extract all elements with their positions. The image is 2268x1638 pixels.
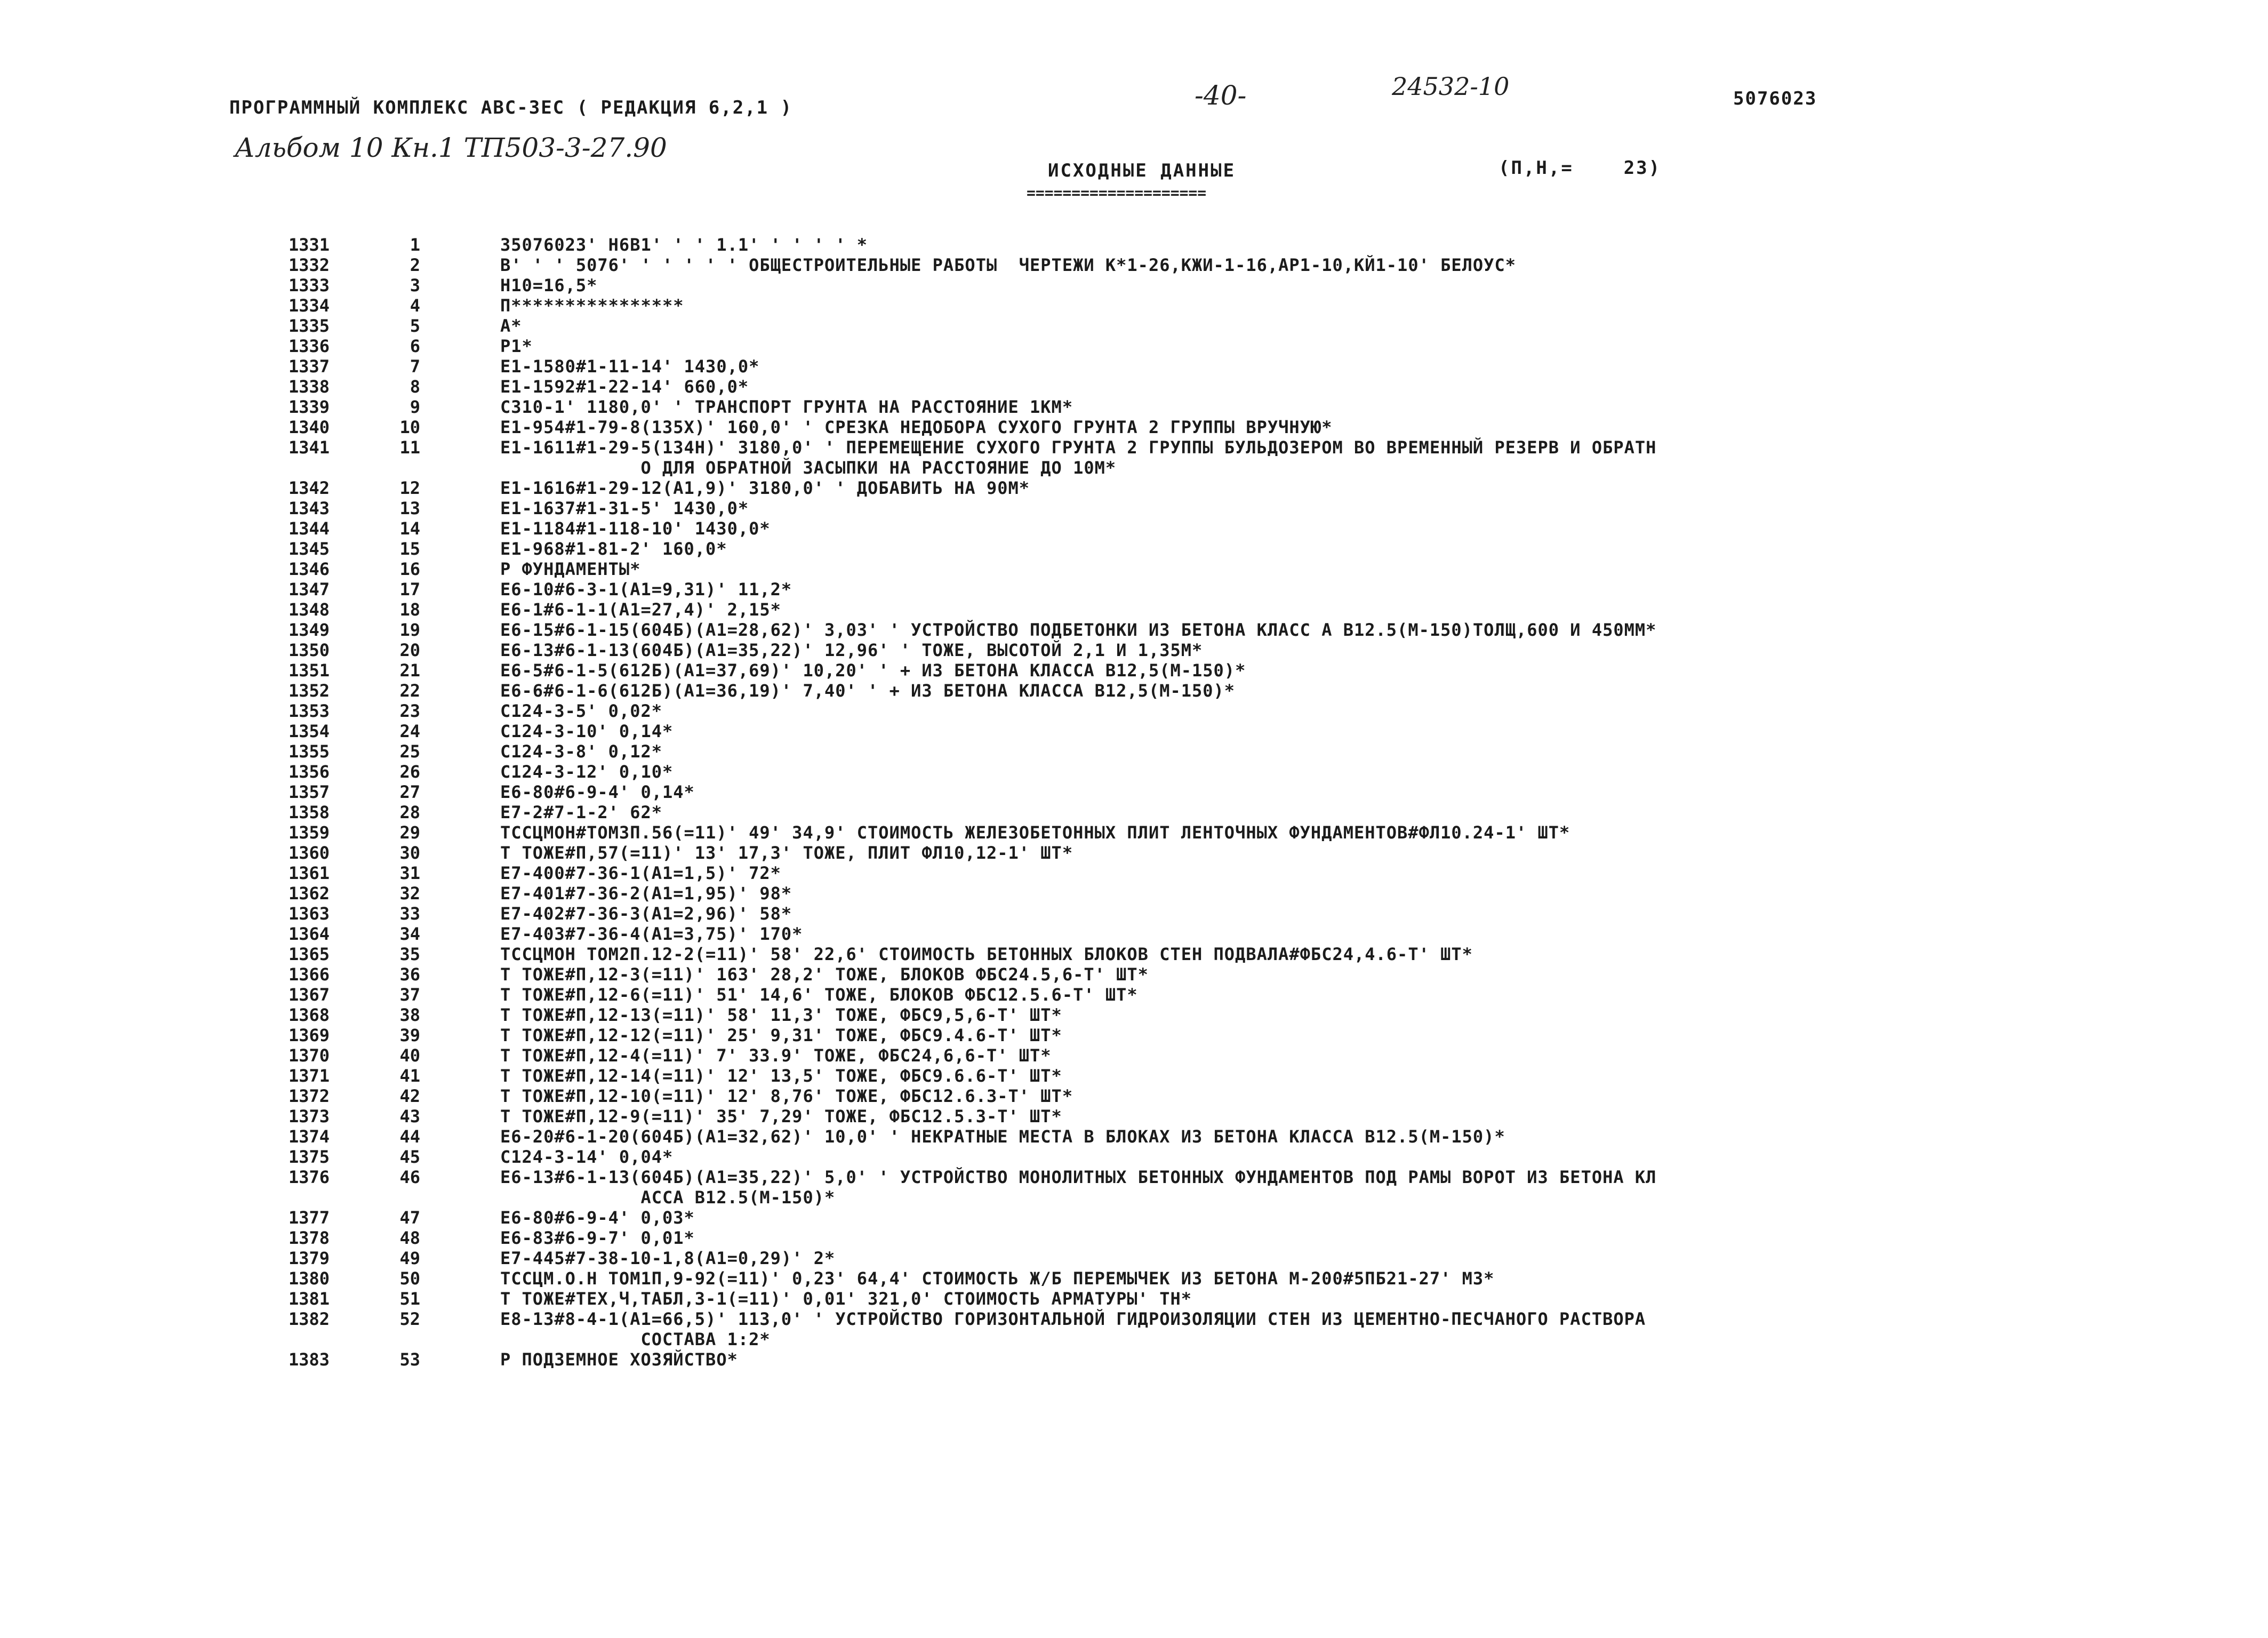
record-text-line: С124-3-8' 0,12*	[500, 741, 662, 762]
record-text-line: Е6-13#6-1-13(604Б)(А1=35,22)' 12,96' ' ТОЖЕ, ВЫСОТОЙ 2,1 И 1,35М*	[500, 640, 1203, 660]
continuation-indent	[500, 1187, 640, 1208]
line-number: 1367	[288, 985, 330, 1005]
line-number: 1347	[288, 579, 330, 600]
record-index: 14	[399, 518, 420, 539]
record-index: 18	[399, 600, 420, 620]
record-text-line: С124-3-10' 0,14*	[500, 721, 674, 741]
record-text-line: ТССЦМОН#ТОМ3П.56(=11)' 49' 34,9' СТОИМОСТЬ ЖЕЛЕЗОБЕТОННЫХ ПЛИТ ЛЕНТОЧНЫХ ФУНДАМЕНТОВ#ФЛ10.24-1' ШТ*	[500, 822, 1570, 843]
line-number: 1366	[288, 964, 330, 985]
record-text	[500, 255, 2196, 275]
line-number: 1365	[288, 944, 330, 964]
record-index: 38	[399, 1005, 420, 1025]
record-text	[500, 1167, 2196, 1208]
record-text-line: Е7-445#7-38-10-1,8(А1=0,29)' 2*	[500, 1248, 836, 1268]
data-row	[250, 620, 2223, 640]
record-text-line: Е6-80#6-9-4' 0,03*	[500, 1208, 695, 1228]
record-index: 9	[410, 397, 420, 417]
record-index: 40	[399, 1045, 420, 1066]
record-text-line: Т ТОЖЕ#П,12-6(=11)' 51' 14,6' ТОЖЕ, БЛОКОВ ФБС12.5.6-Т' ШТ*	[500, 985, 1138, 1005]
record-text	[500, 782, 2196, 802]
data-row	[250, 417, 2223, 437]
record-index: 45	[399, 1147, 420, 1167]
record-index: 20	[399, 640, 420, 660]
record-text	[500, 478, 2196, 498]
record-text	[500, 579, 2196, 600]
record-text-line: Е1-1611#1-29-5(134Н)' 3180,0' ' ПЕРЕМЕЩЕНИЕ СУХОГО ГРУНТА 2 ГРУППЫ БУЛЬДОЗЕРОМ ВО ВРЕМЕННЫЙ РЕЗЕРВ И ОБРАТН	[500, 437, 1657, 458]
data-row	[250, 1147, 2223, 1167]
data-row	[250, 397, 2223, 417]
line-number: 1383	[288, 1349, 330, 1370]
record-index: 15	[399, 539, 420, 559]
record-index: 17	[399, 579, 420, 600]
line-number: 1361	[288, 863, 330, 883]
data-row	[250, 437, 2223, 478]
section-title: ИСХОДНЫЕ ДАННЫЕ	[1048, 160, 1236, 181]
line-number: 1350	[288, 640, 330, 660]
record-text	[500, 1126, 2196, 1147]
record-text-continuation: АССА В12.5(М-150)*	[640, 1187, 836, 1208]
data-row	[250, 802, 2223, 822]
line-number: 1337	[288, 356, 330, 377]
record-text-line: Е1-968#1-81-2' 160,0*	[500, 539, 727, 559]
record-text-line: Е6-6#6-1-6(612Б)(А1=36,19)' 7,40' ' + ИЗ БЕТОНА КЛАССА В12,5(М-150)*	[500, 681, 1236, 701]
record-index: 6	[410, 336, 420, 356]
line-number: 1362	[288, 883, 330, 904]
record-text	[500, 397, 2196, 417]
record-text-line: Е1-1592#1-22-14' 660,0*	[500, 377, 749, 397]
record-text-line: Р1*	[500, 336, 533, 356]
line-number: 1356	[288, 762, 330, 782]
program-header: ПРОГРАММНЫЙ КОМПЛЕКС АВС-ЗЕС ( РЕДАКЦИЯ 6,2,1 )	[229, 97, 793, 118]
line-number: 1342	[288, 478, 330, 498]
line-number: 1369	[288, 1025, 330, 1045]
album-note: Альбом 10 Кн.1 ТП503-3-27.90	[235, 132, 667, 163]
data-row	[250, 498, 2223, 518]
handwritten-code: 24532-10	[1392, 72, 1510, 101]
line-number: 1375	[288, 1147, 330, 1167]
record-text	[500, 1025, 2196, 1045]
data-row	[250, 985, 2223, 1005]
record-index: 37	[399, 985, 420, 1005]
line-number: 1338	[288, 377, 330, 397]
record-text-line: Р ПОДЗЕМНОЕ ХОЗЯЙСТВО*	[500, 1349, 738, 1370]
record-text-line: С124-3-12' 0,10*	[500, 762, 674, 782]
line-number: 1351	[288, 660, 330, 681]
record-index: 1	[410, 235, 420, 255]
record-text-line: Е6-15#6-1-15(604Б)(А1=28,62)' 3,03' ' УСТРОЙСТВО ПОДБЕТОНКИ ИЗ БЕТОНА КЛАСС А В12.5(М-150)ТОЛЩ,600 И 450ММ*	[500, 620, 1657, 640]
continuation-indent	[500, 458, 640, 478]
record-text-line: Е6-10#6-3-1(А1=9,31)' 11,2*	[500, 579, 792, 600]
record-index: 29	[399, 822, 420, 843]
section-params: (П,Н,= 23)	[1498, 157, 1662, 179]
data-row	[250, 1126, 2223, 1147]
line-number: 1377	[288, 1208, 330, 1228]
record-text	[500, 1066, 2196, 1086]
line-number: 1343	[288, 498, 330, 518]
data-row	[250, 356, 2223, 377]
record-text	[500, 1086, 2196, 1106]
record-text-line: Т ТОЖЕ#П,57(=11)' 13' 17,3' ТОЖЕ, ПЛИТ ФЛ10,12-1' ШТ*	[500, 843, 1073, 863]
record-text-line: Е6-5#6-1-5(612Б)(А1=37,69)' 10,20' ' + ИЗ БЕТОНА КЛАССА В12,5(М-150)*	[500, 660, 1246, 681]
data-row	[250, 1289, 2223, 1309]
data-row	[250, 316, 2223, 336]
line-number: 1380	[288, 1268, 330, 1289]
record-text-line: 35076023' Н6В1' ' ' 1.1' ' ' ' ' *	[500, 235, 868, 255]
line-number: 1349	[288, 620, 330, 640]
data-row	[250, 681, 2223, 701]
record-text-line: Е7-2#7-1-2' 62*	[500, 802, 662, 822]
line-number: 1364	[288, 924, 330, 944]
record-text-line: ТССЦМОН ТОМ2П.12-2(=11)' 58' 22,6' СТОИМОСТЬ БЕТОННЫХ БЛОКОВ СТЕН ПОДВАЛА#ФБС24,4.6-Т' ШТ*	[500, 944, 1473, 964]
record-text	[500, 620, 2196, 640]
line-number: 1354	[288, 721, 330, 741]
continuation-indent	[500, 1329, 640, 1349]
record-index: 31	[399, 863, 420, 883]
data-row	[250, 721, 2223, 741]
line-number: 1345	[288, 539, 330, 559]
record-text	[500, 701, 2196, 721]
record-text-line: Е1-954#1-79-8(135Х)' 160,0' ' СРЕЗКА НЕДОБОРА СУХОГО ГРУНТА 2 ГРУППЫ ВРУЧНУЮ*	[500, 417, 1333, 437]
record-text	[500, 417, 2196, 437]
record-text	[500, 1349, 2196, 1370]
record-index: 28	[399, 802, 420, 822]
record-text	[500, 437, 2196, 478]
record-text-line: Т ТОЖЕ#П,12-9(=11)' 35' 7,29' ТОЖЕ, ФБС12.5.3-Т' ШТ*	[500, 1106, 1062, 1126]
record-index: 24	[399, 721, 420, 741]
record-text-line: С124-3-5' 0,02*	[500, 701, 662, 721]
data-row	[250, 1268, 2223, 1289]
line-number: 1382	[288, 1309, 330, 1329]
record-index: 33	[399, 904, 420, 924]
record-text	[500, 1268, 2196, 1289]
record-index: 51	[399, 1289, 420, 1309]
record-text	[500, 1005, 2196, 1025]
record-text	[500, 336, 2196, 356]
record-text	[500, 1309, 2196, 1349]
document-number: 5076023	[1733, 88, 1817, 109]
line-number: 1359	[288, 822, 330, 843]
record-index: 44	[399, 1126, 420, 1147]
line-number: 1381	[288, 1289, 330, 1309]
record-text-line: Е7-401#7-36-2(А1=1,95)' 98*	[500, 883, 792, 904]
record-text	[500, 1289, 2196, 1309]
record-text-line: Е7-402#7-36-3(А1=2,96)' 58*	[500, 904, 792, 924]
line-number: 1333	[288, 275, 330, 295]
record-index: 32	[399, 883, 420, 904]
data-row	[250, 336, 2223, 356]
record-text-line: Р ФУНДАМЕНТЫ*	[500, 559, 641, 579]
data-row	[250, 1086, 2223, 1106]
record-text	[500, 863, 2196, 883]
data-row	[250, 1309, 2223, 1349]
record-text	[500, 802, 2196, 822]
record-text-line: Н10=16,5*	[500, 275, 598, 295]
data-row	[250, 1208, 2223, 1228]
record-index: 21	[399, 660, 420, 681]
line-number: 1378	[288, 1228, 330, 1248]
line-number: 1344	[288, 518, 330, 539]
data-row	[250, 255, 2223, 275]
record-index: 42	[399, 1086, 420, 1106]
record-text-continuation: О ДЛЯ ОБРАТНОЙ ЗАСЫПКИ НА РАССТОЯНИЕ ДО 10М*	[640, 458, 1117, 478]
data-row	[250, 1228, 2223, 1248]
record-text-line: Е1-1184#1-118-10' 1430,0*	[500, 518, 771, 539]
data-row	[250, 1248, 2223, 1268]
data-row	[250, 701, 2223, 721]
line-number: 1341	[288, 437, 330, 458]
record-text	[500, 741, 2196, 762]
record-text-line: А*	[500, 316, 522, 336]
data-row	[250, 579, 2223, 600]
data-row	[250, 600, 2223, 620]
line-number: 1335	[288, 316, 330, 336]
record-index: 26	[399, 762, 420, 782]
record-index: 2	[410, 255, 420, 275]
record-text-line: Е8-13#8-4-1(А1=66,5)' 113,0' ' УСТРОЙСТВО ГОРИЗОНТАЛЬНОЙ ГИДРОИЗОЛЯЦИИ СТЕН ИЗ ЦЕМЕНТНО-ПЕСЧАНОГО РАСТВОРА	[500, 1309, 1646, 1329]
record-text	[500, 640, 2196, 660]
line-number: 1357	[288, 782, 330, 802]
line-number: 1332	[288, 255, 330, 275]
line-number: 1339	[288, 397, 330, 417]
record-text	[500, 883, 2196, 904]
line-number: 1358	[288, 802, 330, 822]
data-row	[250, 843, 2223, 863]
record-text	[500, 295, 2196, 316]
line-number: 1363	[288, 904, 330, 924]
line-number: 1353	[288, 701, 330, 721]
record-text	[500, 377, 2196, 397]
data-row	[250, 1349, 2223, 1370]
line-number: 1334	[288, 295, 330, 316]
record-index: 19	[399, 620, 420, 640]
record-text	[500, 1106, 2196, 1126]
data-row	[250, 518, 2223, 539]
line-number: 1340	[288, 417, 330, 437]
data-row	[250, 924, 2223, 944]
record-index: 8	[410, 377, 420, 397]
record-index: 48	[399, 1228, 420, 1248]
record-text	[500, 924, 2196, 944]
record-text	[500, 822, 2196, 843]
record-text	[500, 1248, 2196, 1268]
record-text	[500, 600, 2196, 620]
record-index: 27	[399, 782, 420, 802]
record-text-line: Е1-1580#1-11-14' 1430,0*	[500, 356, 760, 377]
line-number: 1336	[288, 336, 330, 356]
record-text	[500, 1228, 2196, 1248]
line-number: 1348	[288, 600, 330, 620]
record-text-line: С310-1' 1180,0' ' ТРАНСПОРТ ГРУНТА НА РАССТОЯНИЕ 1КМ*	[500, 397, 1073, 417]
line-number: 1376	[288, 1167, 330, 1187]
record-index: 11	[399, 437, 420, 458]
data-row	[250, 904, 2223, 924]
record-index: 7	[410, 356, 420, 377]
data-row	[250, 640, 2223, 660]
record-text-line: Т ТОЖЕ#П,12-14(=11)' 12' 13,5' ТОЖЕ, ФБС9.6.6-Т' ШТ*	[500, 1066, 1062, 1086]
record-text	[500, 843, 2196, 863]
line-number: 1360	[288, 843, 330, 863]
record-index: 52	[399, 1309, 420, 1329]
record-text	[500, 944, 2196, 964]
data-row	[250, 964, 2223, 985]
page-number: -40-	[1195, 80, 1247, 111]
line-number: 1379	[288, 1248, 330, 1268]
record-index: 53	[399, 1349, 420, 1370]
record-index: 12	[399, 478, 420, 498]
record-text-line: Т ТОЖЕ#П,12-4(=11)' 7' 33.9' ТОЖЕ, ФБС24,6,6-Т' ШТ*	[500, 1045, 1052, 1066]
record-index: 43	[399, 1106, 420, 1126]
record-text-line: Е6-13#6-1-13(604Б)(А1=35,22)' 5,0' ' УСТРОЙСТВО МОНОЛИТНЫХ БЕТОННЫХ ФУНДАМЕНТОВ ПОД РАМЫ ВОРОТ ИЗ БЕТОНА КЛ	[500, 1167, 1657, 1187]
record-index: 39	[399, 1025, 420, 1045]
record-index: 34	[399, 924, 420, 944]
record-text	[500, 235, 2196, 255]
data-row	[250, 863, 2223, 883]
record-text-line: ТССЦМ.О.Н ТОМ1П,9-92(=11)' 0,23' 64,4' СТОИМОСТЬ Ж/Б ПЕРЕМЫЧЕК ИЗ БЕТОНА М-200#5ПБ21-27' М3*	[500, 1268, 1495, 1289]
record-index: 22	[399, 681, 420, 701]
record-index: 49	[399, 1248, 420, 1268]
record-text	[500, 964, 2196, 985]
data-row	[250, 1106, 2223, 1126]
data-row	[250, 478, 2223, 498]
line-number: 1368	[288, 1005, 330, 1025]
data-row	[250, 1167, 2223, 1208]
data-listing	[250, 235, 2223, 1370]
record-text	[500, 1147, 2196, 1167]
record-text-line: Е1-1616#1-29-12(А1,9)' 3180,0' ' ДОБАВИТЬ НА 90М*	[500, 478, 1030, 498]
record-text	[500, 498, 2196, 518]
data-row	[250, 275, 2223, 295]
record-text-line: Е6-20#6-1-20(604Б)(А1=32,62)' 10,0' ' НЕКРАТНЫЕ МЕСТА В БЛОКАХ ИЗ БЕТОНА КЛАССА В12.5(М-150)*	[500, 1126, 1505, 1147]
record-index: 23	[399, 701, 420, 721]
data-row	[250, 1005, 2223, 1025]
record-index: 16	[399, 559, 420, 579]
record-text	[500, 356, 2196, 377]
record-text	[500, 721, 2196, 741]
line-number: 1371	[288, 1066, 330, 1086]
record-text-line: П****************	[500, 295, 684, 316]
record-text-line: В' ' ' 5076' ' ' ' ' ' ОБЩЕСТРОИТЕЛЬНЫЕ РАБОТЫ ЧЕРТЕЖИ К*1-26,КЖИ-1-16,АР1-10,КЙ1-10' БЕЛОУС*	[500, 255, 1516, 275]
line-number: 1373	[288, 1106, 330, 1126]
record-index: 25	[399, 741, 420, 762]
record-text	[500, 559, 2196, 579]
data-row	[250, 539, 2223, 559]
record-index: 36	[399, 964, 420, 985]
data-row	[250, 762, 2223, 782]
record-index: 10	[399, 417, 420, 437]
record-text	[500, 904, 2196, 924]
record-text-line: Т ТОЖЕ#П,12-12(=11)' 25' 9,31' ТОЖЕ, ФБС9.4.6-Т' ШТ*	[500, 1025, 1062, 1045]
data-row	[250, 944, 2223, 964]
data-row	[250, 782, 2223, 802]
record-index: 47	[399, 1208, 420, 1228]
record-text-line: Е7-403#7-36-4(А1=3,75)' 170*	[500, 924, 803, 944]
line-number: 1372	[288, 1086, 330, 1106]
record-index: 13	[399, 498, 420, 518]
line-number: 1352	[288, 681, 330, 701]
record-text	[500, 275, 2196, 295]
data-row	[250, 822, 2223, 843]
record-text	[500, 681, 2196, 701]
record-index: 41	[399, 1066, 420, 1086]
record-index: 46	[399, 1167, 420, 1187]
record-text	[500, 1045, 2196, 1066]
record-index: 30	[399, 843, 420, 863]
data-row	[250, 741, 2223, 762]
record-text-line: Т ТОЖЕ#П,12-13(=11)' 58' 11,3' ТОЖЕ, ФБС9,5,6-Т' ШТ*	[500, 1005, 1062, 1025]
data-row	[250, 660, 2223, 681]
record-text-line: Т ТОЖЕ#ТЕХ,Ч,ТАБЛ,3-1(=11)' 0,01' 321,0' СТОИМОСТЬ АРМАТУРЫ' ТН*	[500, 1289, 1192, 1309]
line-number: 1331	[288, 235, 330, 255]
data-row	[250, 295, 2223, 316]
data-row	[250, 235, 2223, 255]
line-number: 1355	[288, 741, 330, 762]
record-text	[500, 762, 2196, 782]
record-index: 4	[410, 295, 420, 316]
data-row	[250, 883, 2223, 904]
record-index: 35	[399, 944, 420, 964]
line-number: 1374	[288, 1126, 330, 1147]
record-text-line: С124-3-14' 0,04*	[500, 1147, 674, 1167]
data-row	[250, 1066, 2223, 1086]
record-text	[500, 1208, 2196, 1228]
record-text	[500, 316, 2196, 336]
record-text-continuation: СОСТАВА 1:2*	[640, 1329, 771, 1349]
record-text-line: Е6-80#6-9-4' 0,14*	[500, 782, 695, 802]
record-text-line: Т ТОЖЕ#П,12-10(=11)' 12' 8,76' ТОЖЕ, ФБС12.6.3-Т' ШТ*	[500, 1086, 1073, 1106]
record-text	[500, 539, 2196, 559]
record-index: 3	[410, 275, 420, 295]
data-row	[250, 377, 2223, 397]
record-text-line: Е7-400#7-36-1(А1=1,5)' 72*	[500, 863, 781, 883]
record-text	[500, 518, 2196, 539]
line-number: 1370	[288, 1045, 330, 1066]
record-text-line: Е6-83#6-9-7' 0,01*	[500, 1228, 695, 1248]
record-text	[500, 660, 2196, 681]
record-text-line: Е1-1637#1-31-5' 1430,0*	[500, 498, 749, 518]
record-text-line: Т ТОЖЕ#П,12-3(=11)' 163' 28,2' ТОЖЕ, БЛОКОВ ФБС24.5,6-Т' ШТ*	[500, 964, 1149, 985]
section-underline: ====================	[1027, 184, 1207, 202]
data-row	[250, 559, 2223, 579]
data-row	[250, 1025, 2223, 1045]
record-index: 5	[410, 316, 420, 336]
record-text-line: Е6-1#6-1-1(А1=27,4)' 2,15*	[500, 600, 781, 620]
line-number: 1346	[288, 559, 330, 579]
data-row	[250, 1045, 2223, 1066]
record-index: 50	[399, 1268, 420, 1289]
record-text	[500, 985, 2196, 1005]
